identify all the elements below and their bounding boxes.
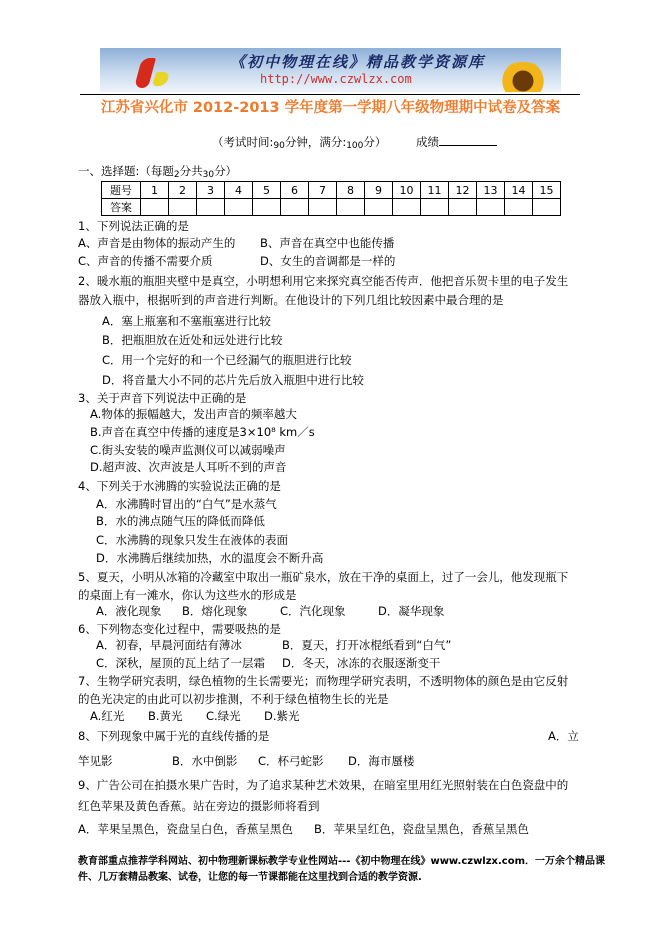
question-number-cell: 9 xyxy=(365,182,393,199)
question-number-cell: 3 xyxy=(197,182,225,199)
q5-option-c: C．汽化现象 xyxy=(280,604,346,618)
q4-option-c: C．水沸腾的现象只发生在液体的表面 xyxy=(96,533,289,547)
section-prefix: 一、选择题:（每题 xyxy=(78,164,174,178)
q2-stem-1: 2、暖水瓶的瓶胆夹壁中是真空，小明想利用它来探究真空能否传声．他把音乐贺卡里的电子发生 xyxy=(78,274,569,288)
q5-stem-1: 5、夏天，小明从冰箱的冷藏室中取出一瓶矿泉水，放在干净的桌面上，过了一会儿，他发现瓶下 xyxy=(78,570,569,584)
answer-cell[interactable] xyxy=(449,199,477,216)
q5-stem-2: 的桌面上有一滩水，你认为这些水的形成是 xyxy=(78,588,297,602)
q4-option-b: B．水的沸点随气压的降低而降低 xyxy=(96,514,265,528)
site-banner xyxy=(100,48,561,92)
q4-option-d: D．水沸腾后继续加热，水的温度会不断升高 xyxy=(96,551,324,565)
q1-option-b: B、声音在真空中也能传播 xyxy=(260,236,395,250)
q1-option-d: D、女生的音调都是一样的 xyxy=(260,254,396,268)
document-title: 江苏省兴化市 2012-2013 学年度第一学期八年级物理期中试卷及答案 xyxy=(100,100,561,116)
question-number-cell: 6 xyxy=(281,182,309,199)
q5-option-b: B．熔化现象 xyxy=(182,604,248,618)
answer-cell[interactable] xyxy=(281,199,309,216)
q6-option-c: C．深秋，屋顶的瓦上结了一层霜 xyxy=(96,656,266,670)
banner-url: http://www.czwlzx.com xyxy=(260,72,412,86)
exam-info xyxy=(212,133,497,154)
question-number-cell: 15 xyxy=(533,182,561,199)
answer-cell[interactable] xyxy=(253,199,281,216)
q4-stem: 4、下列关于水沸腾的实验说法正确的是 xyxy=(78,479,281,493)
q2-option-a: A．塞上瓶塞和不塞瓶塞进行比较 xyxy=(102,314,271,328)
q1-option-c: C、声音的传播不需要介质 xyxy=(78,254,213,268)
q5-option-d: D．凝华现象 xyxy=(378,604,445,618)
q1-stem: 1、下列说法正确的是 xyxy=(78,219,189,233)
q7-option-c: C.绿光 xyxy=(206,709,241,723)
answer-cell[interactable] xyxy=(477,199,505,216)
answer-cell[interactable] xyxy=(197,199,225,216)
q7-option-d: D.紫光 xyxy=(264,709,300,723)
question-number-cell: 5 xyxy=(253,182,281,199)
q4-option-a: A．水沸腾时冒出的“白气”是水蒸气 xyxy=(96,497,277,511)
time-prefix: （考试时间: xyxy=(212,135,274,149)
q3-stem: 3、关于声音下列说法中正确的是 xyxy=(78,391,247,405)
section-heading xyxy=(78,163,237,183)
question-number-cell: 8 xyxy=(337,182,365,199)
q8-stem: 8、下列现象中属于光的直线传播的是 xyxy=(78,729,270,743)
header-rule xyxy=(80,94,580,95)
exam-time: 90 xyxy=(273,141,285,151)
question-number-cell: 13 xyxy=(477,182,505,199)
q8-option-a-rest: 竿见影 xyxy=(78,754,113,768)
points-total: 30 xyxy=(202,170,215,180)
question-number-cell: 4 xyxy=(225,182,253,199)
question-number-cell: 11 xyxy=(421,182,449,199)
q6-option-d: D．冬天，冰冻的衣服逐渐变干 xyxy=(282,656,441,670)
row-label: 题号 xyxy=(102,182,141,199)
answer-cell[interactable] xyxy=(337,199,365,216)
footer-line-2: 件、几万套精品教案、试卷，让您的每一节课都能在这里找到合适的教学资源. xyxy=(78,872,422,883)
answer-cell[interactable] xyxy=(141,199,169,216)
table-row-numbers xyxy=(102,182,561,199)
question-number-cell: 7 xyxy=(309,182,337,199)
q3-option-c: C.街头安装的噪声监测仪可以减弱噪声 xyxy=(90,443,286,457)
answer-cell[interactable] xyxy=(309,199,337,216)
full-suffix: 分） xyxy=(363,135,387,149)
section-suffix: 分） xyxy=(214,164,238,178)
q2-option-c: C．用一个完好的和一个已经漏气的瓶胆进行比较 xyxy=(102,353,352,367)
q5-option-a: A．液化现象 xyxy=(96,604,162,618)
full-score: 100 xyxy=(346,141,364,151)
answer-cell[interactable] xyxy=(393,199,421,216)
q7-stem-1: 7、生物学研究表明，绿色植物的生长需要光；而物理学研究表明，不透明物体的颜色是由它反射 xyxy=(78,674,569,688)
q3-option-d: D.超声波、次声波是人耳听不到的声音 xyxy=(90,460,287,474)
time-suffix: 分钟，满分: xyxy=(284,135,347,149)
points-per: 2 xyxy=(173,170,180,180)
q9-option-a: A．苹果呈黑色，瓷盘呈白色，香蕉呈黑色 xyxy=(78,822,293,836)
question-number-cell: 1 xyxy=(141,182,169,199)
table-row-answers xyxy=(102,199,561,216)
answer-cell[interactable] xyxy=(225,199,253,216)
q8-option-b: B．水中倒影 xyxy=(172,754,238,768)
q2-option-d: D．将音量大小不同的芯片先后放入瓶胆中进行比较 xyxy=(102,373,364,387)
q9-stem-2: 红色苹果及黄色香蕉。站在旁边的摄影师将看到 xyxy=(78,799,320,813)
row-label: 答案 xyxy=(102,199,141,216)
q6-option-b: B．夏天，打开冰棍纸看到“白气” xyxy=(282,638,452,652)
answer-table xyxy=(101,181,561,216)
answer-cell[interactable] xyxy=(169,199,197,216)
q7-option-a: A.红光 xyxy=(90,709,125,723)
answer-cell[interactable] xyxy=(533,199,561,216)
q7-stem-2: 的色光决定的由此可以初步推测，不利于绿色植物生长的光是 xyxy=(78,692,389,706)
q6-stem: 6、下列物态变化过程中，需要吸热的是 xyxy=(78,622,281,636)
q8-option-d: D．海市蜃楼 xyxy=(348,754,415,768)
question-number-cell: 2 xyxy=(169,182,197,199)
q8-option-a-start: A．立 xyxy=(548,729,579,743)
q6-option-a: A．初春，早晨河面结有薄冰 xyxy=(96,638,242,652)
section-mid: 分共 xyxy=(179,164,203,178)
q3-option-b: B.声音在真空中传播的速度是3×10⁸ km／s xyxy=(90,425,315,439)
q9-stem-1: 9、广告公司在拍摄水果广告时，为了追求某种艺术效果，在暗室里用红光照射装在白色瓷盘中的 xyxy=(78,778,569,792)
answer-cell[interactable] xyxy=(365,199,393,216)
q8-option-c: C．杯弓蛇影 xyxy=(258,754,324,768)
answer-cell[interactable] xyxy=(505,199,533,216)
q2-stem-2: 器放入瓶中，根据听到的声音进行判断。在他设计的下列几组比较因素中最合理的是 xyxy=(78,293,504,307)
q9-option-b: B．苹果呈红色，瓷盘呈黑色，香蕉呈黑色 xyxy=(314,822,529,836)
footer-line-1: 教育部重点推荐学科网站、初中物理新课标教学专业性网站---《初中物理在线》www.czwlzx.com．一万余个精品课 xyxy=(78,856,606,867)
score-label: 成绩 xyxy=(416,135,440,149)
q7-option-b: B.黄光 xyxy=(148,709,183,723)
q3-option-a: A.物体的振幅越大，发出声音的频率越大 xyxy=(90,407,297,421)
logo-icon-yellow xyxy=(151,72,170,86)
sunflower-image xyxy=(495,62,551,92)
score-blank[interactable] xyxy=(439,133,497,146)
question-number-cell: 14 xyxy=(505,182,533,199)
q2-option-b: B．把瓶胆放在近处和远处进行比较 xyxy=(102,333,283,347)
answer-cell[interactable] xyxy=(421,199,449,216)
question-number-cell: 10 xyxy=(393,182,421,199)
question-number-cell: 12 xyxy=(449,182,477,199)
q1-option-a: A、声音是由物体的振动产生的 xyxy=(78,236,236,250)
banner-title: 《初中物理在线》精品教学资源库 xyxy=(230,53,486,71)
